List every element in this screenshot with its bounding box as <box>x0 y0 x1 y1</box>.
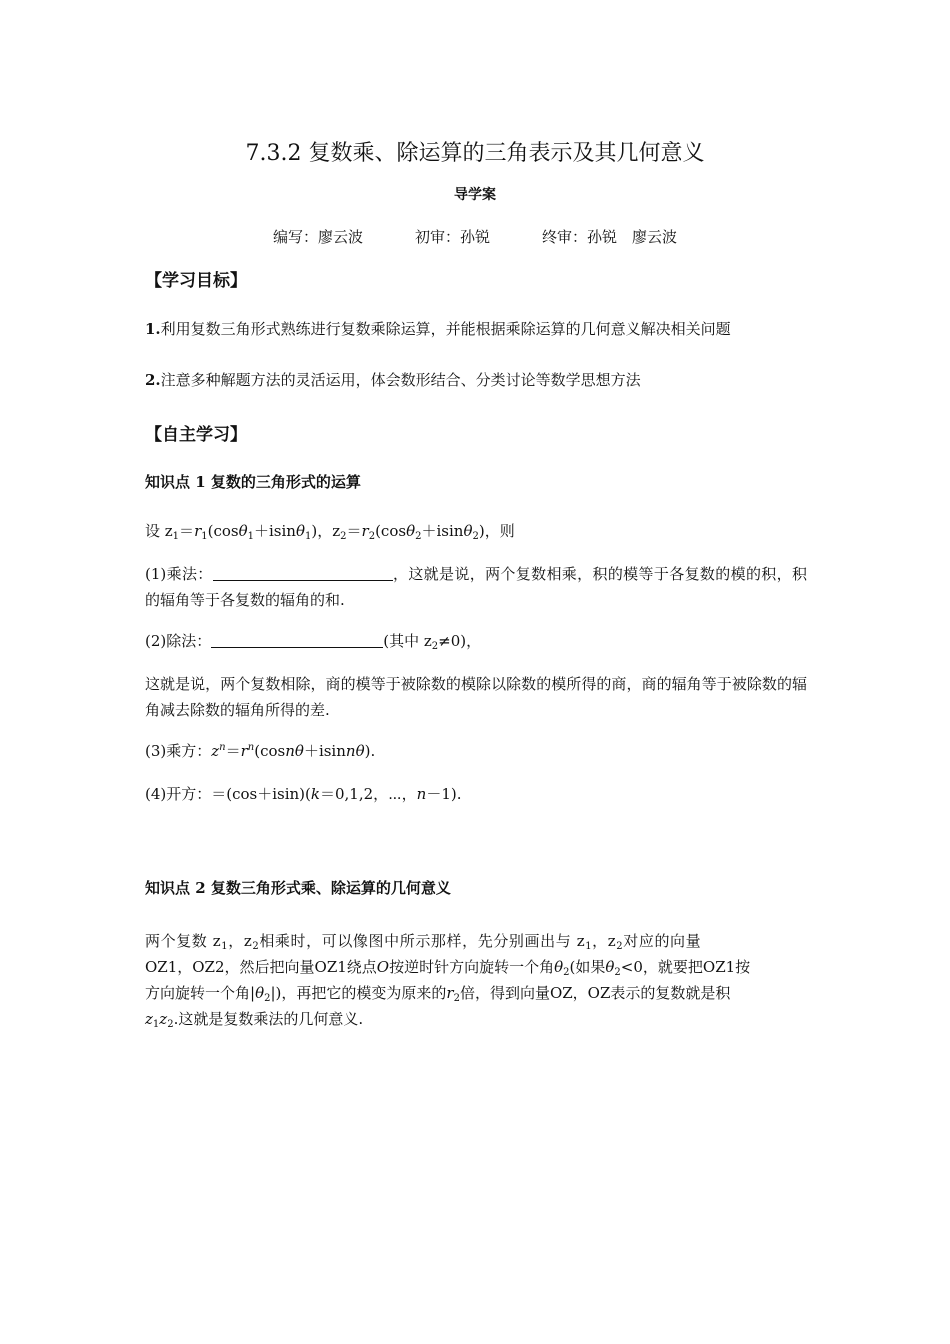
goal-number: 1. <box>145 320 161 338</box>
multiplication-rule: (1)乘法： ，这就是说，两个复数相乘，积的模等于各复数的模的积，积的辐角等于各复数的辐角的和. <box>145 565 807 609</box>
geometric-meaning-line-2: OZ1，OZ2，然后把向量OZ1绕点O按逆时针方向旋转一个角$\theta_2$(如果$\theta_2<0$，就要把OZ1按 <box>145 958 751 978</box>
self-study-heading: 【自主学习】 <box>145 425 247 445</box>
division-blank[interactable] <box>211 631 383 648</box>
multiplication-label: (1)乘法： <box>145 565 213 583</box>
power-rule: (3)乘方：$z^n=r^n(\cos n\theta+isinn\theta)$. <box>145 742 376 760</box>
goal-item-2 <box>145 369 825 390</box>
final-reviewer: 终审：孙锐 廖云波 <box>542 228 678 246</box>
authors-line <box>0 226 950 247</box>
knowledge-point-2-title: 知识点 2 复数三角形式乘、除运算的几何意义 <box>145 879 451 897</box>
goal-item-1 <box>145 318 825 339</box>
knowledge-point-1-title: 知识点 1 复数的三角形式的运算 <box>145 473 361 491</box>
goal-text: 利用复数三角形式熟练进行复数乘除运算，并能根据乘除运算的几何意义解决相关问题 <box>160 320 731 338</box>
geometric-meaning-line-4: $z_1z_2$.这就是复数乘法的几何意义. <box>145 1010 364 1030</box>
setup-line: 设 $z_1=r_1(\cos\theta_1+isin\theta_1)$，$z_2=r_2(\cos\theta_2+isin\theta_2)$，则 <box>145 522 515 542</box>
goal-number: 2. <box>145 371 161 389</box>
author: 编写：廖云波 <box>272 228 363 246</box>
division-explanation: 这就是说，两个复数相除，商的模等于被除数的模除以除数的模所得的商，商的辐角等于被除数的辐角减去除数的辐角所得的差. <box>145 675 807 719</box>
division-rule: (2)除法： (其中 $z_2\ne 0$)， <box>145 632 482 652</box>
root-rule: (4)开方：＝(cos＋isin)(k＝0,1,2，⋯，n－1). <box>145 785 462 803</box>
reviewer: 初审：孙锐 <box>414 228 490 246</box>
geometric-meaning-line-1: 两个复数 $z_1$，$z_2$相乘时，可以像图中所示那样，先分别画出与 $z_1$，$z_2$对应的向量 <box>145 932 702 952</box>
multiplication-blank[interactable] <box>213 564 393 581</box>
division-label: (2)除法： <box>145 632 212 650</box>
goal-text: 注意多种解题方法的灵活运用，体会数形结合、分类讨论等数学思想方法 <box>160 371 641 389</box>
document-subtitle: 导学案 <box>454 187 496 203</box>
goals-heading: 【学习目标】 <box>145 271 247 291</box>
geometric-meaning-line-3: 方向旋转一个角$|\theta_2|$)，再把它的模变为原来的$r_2$倍，得到向量OZ，OZ表示的复数就是积 <box>145 984 731 1004</box>
document-title: 7.3.2 复数乘、除运算的三角表示及其几何意义 <box>245 141 705 166</box>
